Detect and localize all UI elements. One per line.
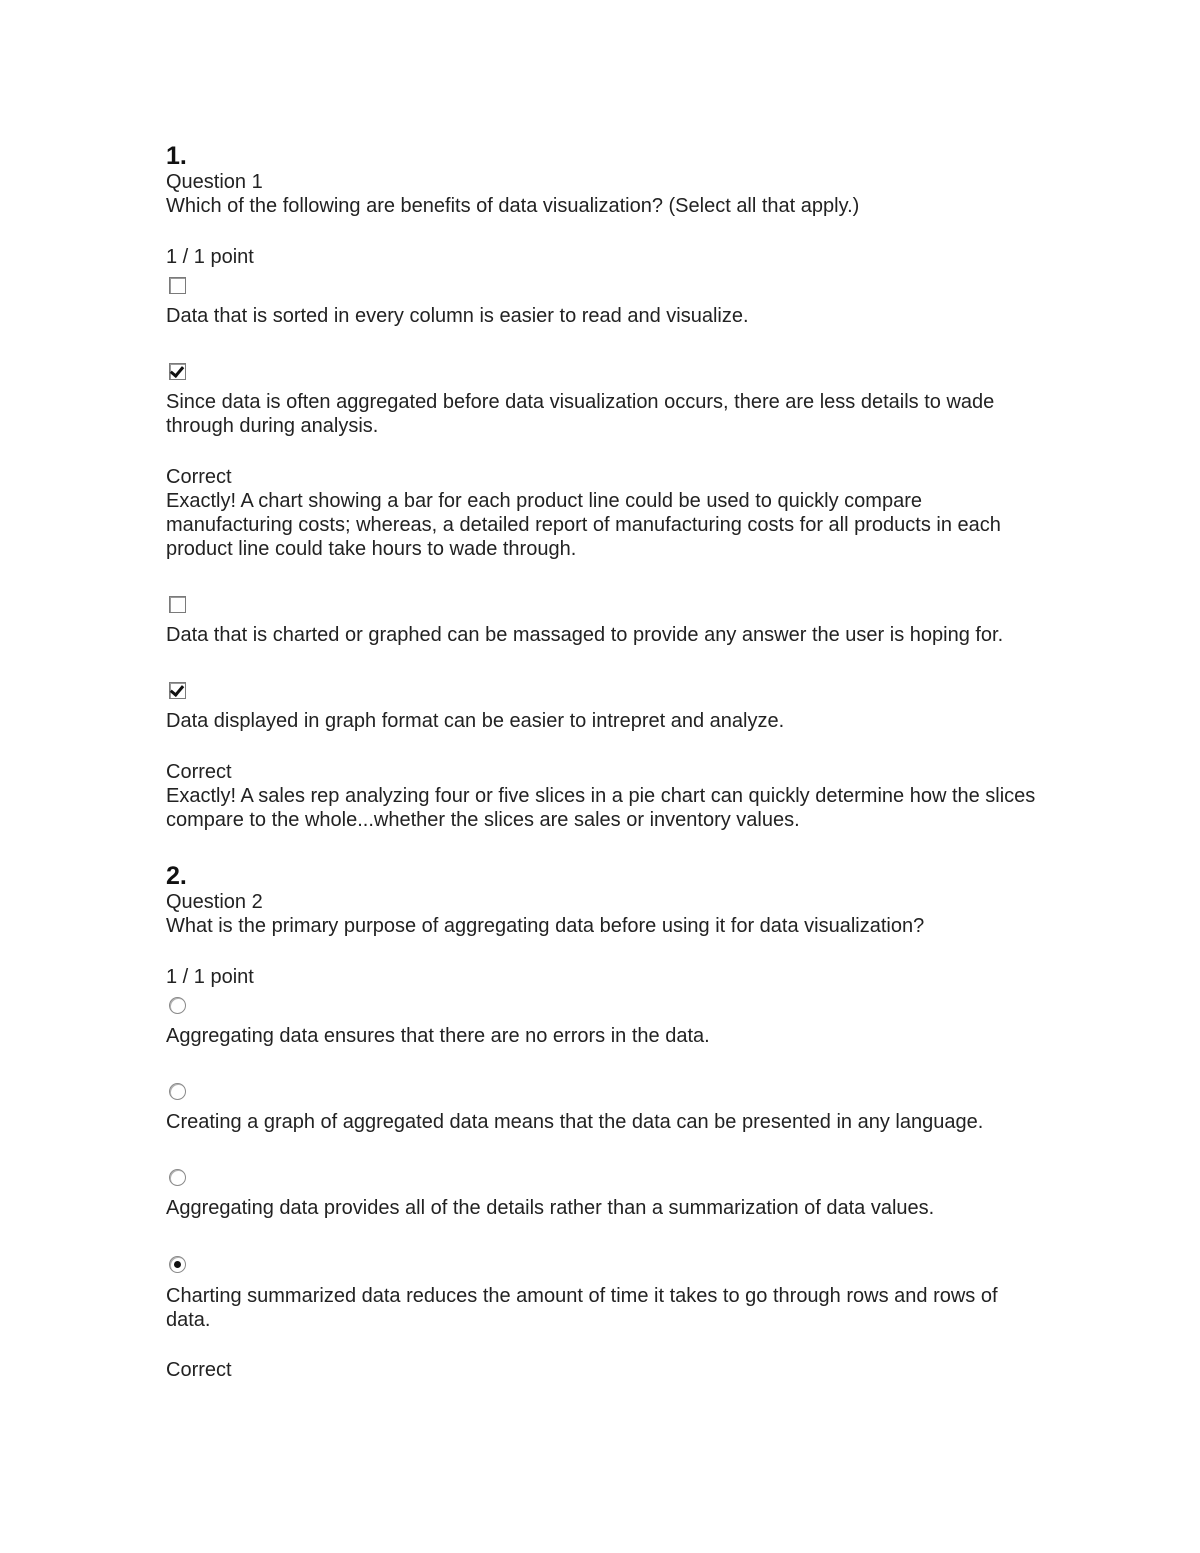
option-text: Data that is sorted in every column is easier to read and visualize. — [166, 305, 749, 327]
question-score: 1 / 1 point — [166, 246, 254, 268]
question-label: Question 2 — [166, 891, 263, 913]
question-number: 2. — [166, 862, 187, 890]
question-number: 1. — [166, 142, 187, 170]
option-text: Charting summarized data reduces the amount of time it takes to go through rows and rows of data. — [166, 1285, 998, 1331]
option-checkbox[interactable] — [169, 277, 186, 294]
option-text: Since data is often aggregated before data visualization occurs, there are less details to wade through during analysis. — [166, 391, 995, 437]
question-label: Question 1 — [166, 171, 263, 193]
feedback-text: Exactly! A sales rep analyzing four or five slices in a pie chart can quickly determine how the slices compare to the whole...whether the slices are sales or inventory values. — [166, 785, 1036, 831]
option-text: Data displayed in graph format can be easier to intrepret and analyze. — [166, 710, 785, 732]
feedback-label: Correct — [166, 466, 232, 488]
option-text: Aggregating data provides all of the details rather than a summarization of data values. — [166, 1197, 935, 1219]
feedback-text: Exactly! A chart showing a bar for each product line could be used to quickly compare manufacturing costs; whereas, a detailed report of manufacturing costs for all products in each product line could take hours to wade through. — [166, 490, 1001, 560]
question-prompt: What is the primary purpose of aggregating data before using it for data visualization? — [166, 915, 925, 937]
feedback-label: Correct — [166, 1359, 232, 1381]
option-checkbox[interactable] — [169, 596, 186, 613]
option-checkbox-checked[interactable] — [169, 363, 186, 380]
option-text: Creating a graph of aggregated data means that the data can be presented in any language. — [166, 1111, 984, 1133]
feedback-label: Correct — [166, 761, 232, 783]
option-radio[interactable] — [169, 1169, 186, 1186]
question-score: 1 / 1 point — [166, 966, 254, 988]
option-radio[interactable] — [169, 1083, 186, 1100]
option-checkbox-checked[interactable] — [169, 682, 186, 699]
option-text: Aggregating data ensures that there are no errors in the data. — [166, 1025, 710, 1047]
option-radio[interactable] — [169, 997, 186, 1014]
question-prompt: Which of the following are benefits of data visualization? (Select all that apply.) — [166, 195, 860, 217]
option-radio-selected[interactable] — [169, 1256, 186, 1273]
option-text: Data that is charted or graphed can be massaged to provide any answer the user is hoping for. — [166, 624, 1004, 646]
